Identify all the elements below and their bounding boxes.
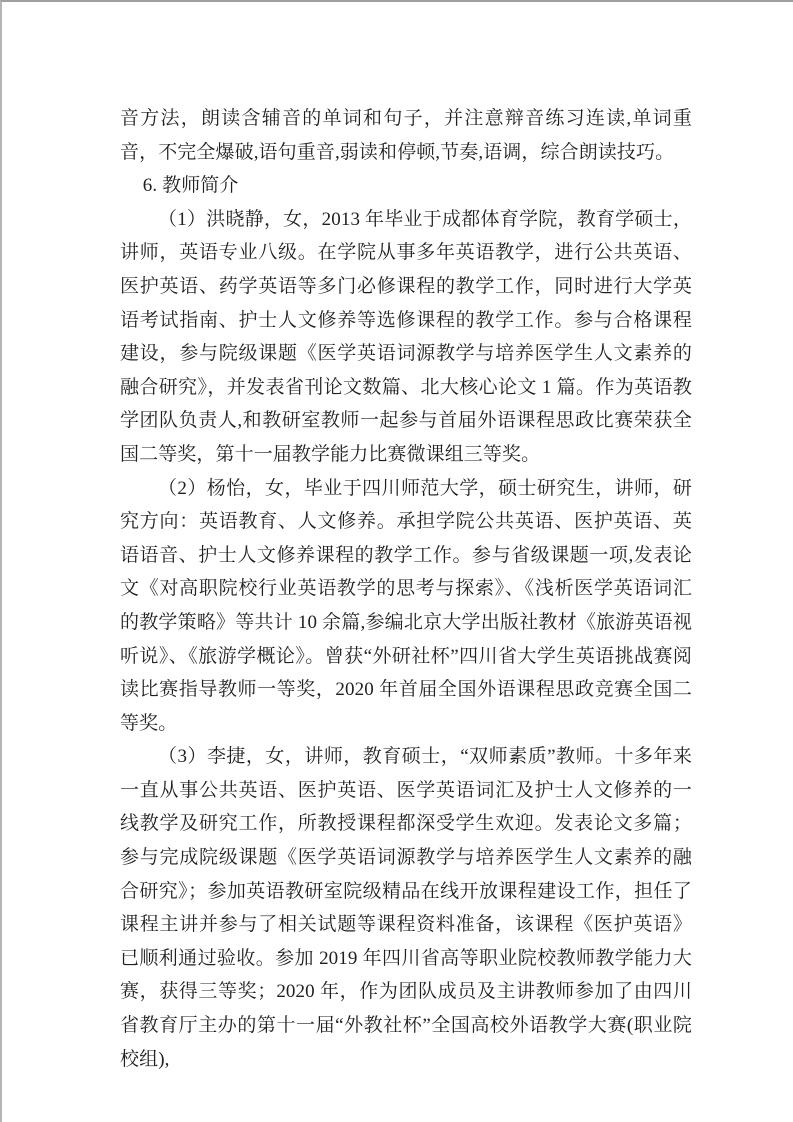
- page-content: [2, 2, 793, 1076]
- paragraph-continuation: 音方法，朗读含辅音的单词和句子，并注意辩音练习连读,单词重音，不完全爆破,语句重音,弱读和停顿,节奏,语调，综合朗读技巧。: [120, 108, 692, 163]
- paragraph-teacher-1: （1）洪晓静，女，2013 年毕业于成都体育学院，教育学硕士，讲师，英语专业八级。在学院从事多年英语教学，进行公共英语、医护英语、药学英语等多门必修课程的教学工作，同时进行大学英语考试指南、护士人文修养等选修课程的教学工作。参与合格课程建设，参与院级课题《医学英语词源教学与培养医学生人文素养的融合研究》，并发表省刊论文数篇、北大核心论文 1 篇。作为英语教学团队负责人,和教研室教师一起参与首届外语课程思政比赛荣获全国二等奖，第十一届教学能力比赛微课组三等奖。: [120, 208, 692, 465]
- paragraph-teacher-2: （2）杨怡，女，毕业于四川师范大学，硕士研究生，讲师，研究方向：英语教育、人文修养。承担学院公共英语、医护英语、英语语音、护士人文修养课程的教学工作。参与省级课题一项,发表论文《对高职院校行业英语教学的思考与探索》、《浅析医学英语词汇的教学策略》等共计 10 余篇,参编北京大学出版社教材《旅游英语视听说》、《旅游学概论》。曾获“外研社杯”四川省大学生英语挑战赛阅读比赛指导教师一等奖，2020 年首届全国外语课程思政竞赛全国二等奖。: [120, 477, 692, 734]
- section-heading: 6. 教师简介: [142, 175, 239, 197]
- paragraph-teacher-3: （3）李捷，女，讲师，教育硕士，“双师素质”教师。十多年来一直从事公共英语、医护英语、医学英语词汇及护士人文修养的一线教学及研究工作，所教授课程都深受学生欢迎。发表论文多篇；参与完成院级课题《医学英语词源教学与培养医学生人文素养的融合研究》；参加英语教研室院级精品在线开放课程建设工作，担任了课程主讲并参与了相关试题等课程资料准备，该课程《医护英语》已顺利通过验收。参加 2019 年四川省高等职业院校教师教学能力大赛，获得三等奖；2020 年，作为团队成员及主讲教师参加了由四川省教育厅主办的第十一届“外教社杯”全国高校外语教学大赛(职业院校组),: [120, 746, 692, 1070]
